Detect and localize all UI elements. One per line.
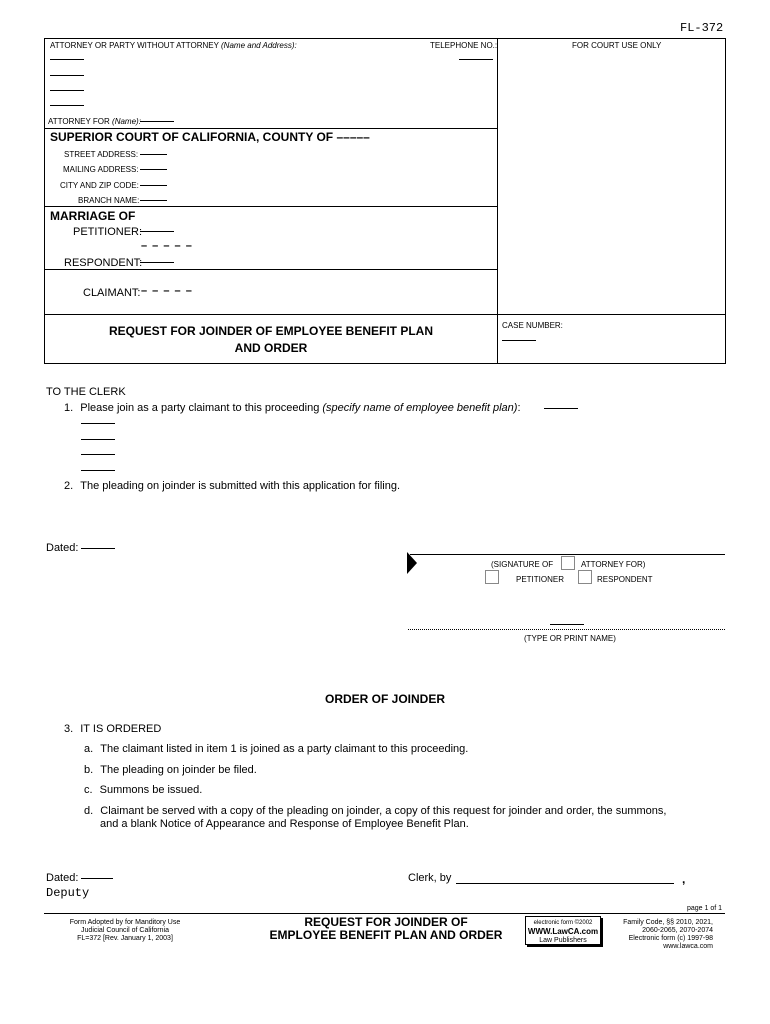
city-zip-label: CITY AND ZIP CODE: xyxy=(60,181,139,190)
item-3b xyxy=(84,764,257,776)
adopted-line-2: Judicial Council of California xyxy=(81,927,169,934)
code-line-4: www.lawca.com xyxy=(663,943,713,950)
order-heading: ORDER OF JOINDER xyxy=(324,692,445,706)
code-references xyxy=(600,919,713,951)
case-number-label: CASE NUMBER: xyxy=(502,321,563,330)
caption-divider-court xyxy=(44,128,498,129)
to-the-clerk: TO THE CLERK xyxy=(46,386,126,398)
and-separator: – – – – – xyxy=(141,240,193,252)
form-title xyxy=(44,323,498,357)
mailing-address-label: MAILING ADDRESS: xyxy=(63,165,139,174)
branch-name-field[interactable] xyxy=(140,200,167,201)
footer-title xyxy=(248,916,524,942)
item-3b-letter: b. xyxy=(84,764,94,776)
attorney-for-label xyxy=(48,117,141,126)
attorney-for-text: ATTORNEY FOR xyxy=(48,117,110,126)
telephone-field[interactable] xyxy=(459,59,493,60)
dated-2-field[interactable] xyxy=(81,878,113,879)
item-3-number: 3. xyxy=(64,723,74,735)
case-number-field[interactable] xyxy=(502,340,536,341)
benefit-plan-line-2[interactable] xyxy=(81,439,115,440)
item-1-number: 1. xyxy=(64,402,74,414)
footer-title-line-2: EMPLOYEE BENEFIT PLAN AND ORDER xyxy=(269,928,503,942)
item-3 xyxy=(64,723,161,735)
benefit-plan-line-3[interactable] xyxy=(81,454,115,455)
mailing-address-field[interactable] xyxy=(140,169,167,170)
attorney-label-italic: (Name and Address): xyxy=(221,41,297,50)
attorney-label xyxy=(50,41,297,50)
item-3c-text: Summons be issued. xyxy=(99,784,203,796)
item-3d xyxy=(84,805,666,817)
item-3-text: IT IS ORDERED xyxy=(80,723,162,735)
court-title xyxy=(50,130,370,144)
print-name-field[interactable] xyxy=(550,624,584,625)
court-use-label: FOR COURT USE ONLY xyxy=(572,41,662,50)
item-3d-line-2: and a blank Notice of Appearance and Response of Employee Benefit Plan. xyxy=(100,818,469,830)
dated-2-label: Dated: xyxy=(46,872,79,884)
caption-divider-title xyxy=(44,314,725,315)
adopted-note xyxy=(44,919,206,943)
benefit-plan-line-1[interactable] xyxy=(81,423,115,424)
attorney-address-line-2[interactable] xyxy=(50,90,84,91)
footer-title-line-1: REQUEST FOR JOINDER OF xyxy=(304,915,468,929)
attorney-address-line-3[interactable] xyxy=(50,105,84,106)
attorney-name-field[interactable] xyxy=(50,59,84,60)
attorney-for-italic: (Name): xyxy=(112,117,141,126)
dated-field[interactable] xyxy=(81,548,115,549)
badge-line-1: electronic form ©2002 xyxy=(533,920,593,926)
item-3c-letter: c. xyxy=(84,784,93,796)
attorney-checkbox[interactable] xyxy=(561,556,575,570)
petitioner-checkbox[interactable] xyxy=(485,570,499,584)
item-3d-letter: d. xyxy=(84,805,94,817)
benefit-plan-line-4[interactable] xyxy=(81,470,115,471)
form-title-line-2: AND ORDER xyxy=(234,341,308,355)
attorney-address-line-1[interactable] xyxy=(50,75,84,76)
petitioner-field[interactable] xyxy=(140,231,174,232)
marriage-of-label: MARRIAGE OF xyxy=(50,209,136,223)
item-3a-text: The claimant listed in item 1 is joined as a party claimant to this proceeding. xyxy=(100,743,469,755)
city-zip-field[interactable] xyxy=(140,185,167,186)
item-3a-letter: a. xyxy=(84,743,94,755)
item-3c xyxy=(84,784,202,796)
code-line-1: Family Code, §§ 2010, 2021, xyxy=(623,919,713,926)
claimant-field[interactable]: – – – – – xyxy=(141,285,193,297)
footer-rule xyxy=(44,913,725,914)
respondent-sig-label: RESPONDENT xyxy=(597,575,653,584)
form-title-line-1: REQUEST FOR JOINDER OF EMPLOYEE BENEFIT PLAN xyxy=(108,324,434,338)
item-1-italic: (specify name of employee benefit plan) xyxy=(322,402,518,414)
caption-box xyxy=(44,38,726,364)
type-print-name-label: (TYPE OR PRINT NAME) xyxy=(524,634,616,643)
claimant-label: CLAIMANT: xyxy=(83,287,141,299)
attorney-for-field[interactable] xyxy=(140,121,174,122)
clerk-signature-field[interactable] xyxy=(456,883,674,884)
attorney-for-sig-label: ATTORNEY FOR) xyxy=(581,560,646,569)
county-field[interactable]: ––––– xyxy=(336,130,370,144)
item-3a xyxy=(84,743,468,755)
deputy-label: Deputy xyxy=(46,886,90,900)
court-title-text: SUPERIOR COURT OF CALIFORNIA, COUNTY OF xyxy=(50,130,334,144)
benefit-plan-field[interactable] xyxy=(544,408,578,409)
item-1-text: Please join as a party claimant to this proceeding xyxy=(80,402,320,414)
signature-arrow-icon xyxy=(407,552,417,574)
item-1-colon: : xyxy=(517,402,521,414)
caption-divider-parties xyxy=(44,206,498,207)
dated-label: Dated: xyxy=(46,542,79,554)
telephone-label: TELEPHONE NO.: xyxy=(430,41,498,50)
item-2 xyxy=(64,480,400,492)
adopted-line-3: FL=372 [Rev. January 1, 2003] xyxy=(77,935,173,942)
street-address-field[interactable] xyxy=(140,154,167,155)
attorney-label-text: ATTORNEY OR PARTY WITHOUT ATTORNEY xyxy=(50,41,219,50)
petitioner-label: PETITIONER: xyxy=(73,226,143,238)
item-2-text: The pleading on joinder is submitted with this application for filing. xyxy=(80,480,401,492)
clerk-by-label: Clerk, by xyxy=(408,872,452,884)
item-1 xyxy=(64,402,521,414)
item-3d-text: Claimant be served with a copy of the pleading on joinder, a copy of this request for joinder and order, the summons, xyxy=(100,805,667,817)
petitioner-sig-label: PETITIONER xyxy=(516,575,565,584)
item-3b-text: The pleading on joinder be filed. xyxy=(100,764,257,776)
badge-line-3: Law Publishers xyxy=(539,937,587,944)
code-line-3: Electronic form (c) 1997-98 xyxy=(628,935,713,942)
caption-divider-claimant xyxy=(44,269,498,270)
respondent-label: RESPONDENT: xyxy=(64,257,143,269)
signature-of-label: (SIGNATURE OF xyxy=(491,560,554,569)
street-address-label: STREET ADDRESS: xyxy=(64,150,139,159)
lawca-badge xyxy=(525,916,601,945)
page-number: page 1 of 1 xyxy=(687,905,723,912)
item-2-number: 2. xyxy=(64,480,74,492)
signature-line[interactable] xyxy=(410,554,725,555)
respondent-checkbox[interactable] xyxy=(578,570,592,584)
clerk-comma: , xyxy=(682,872,686,886)
branch-name-label: BRANCH NAME: xyxy=(78,196,140,205)
code-line-2: 2060-2065, 2070-2074 xyxy=(642,927,713,934)
adopted-line-1: Form Adopted by for Manditory Use xyxy=(69,919,181,926)
badge-line-2: WWW.LawCA.com xyxy=(527,927,599,936)
print-name-line xyxy=(408,629,725,630)
form-number: FL-372 xyxy=(680,21,724,35)
respondent-field[interactable] xyxy=(140,262,174,263)
